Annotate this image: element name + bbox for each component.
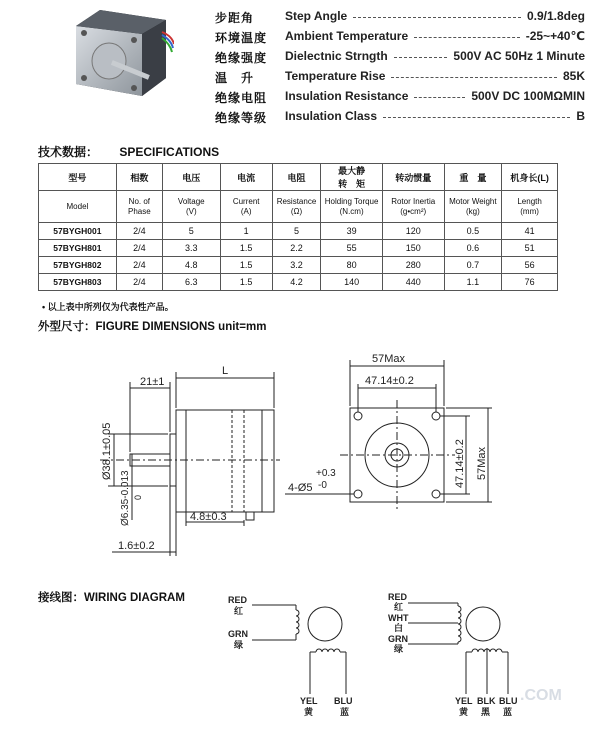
table-cell: 0.7 [444,257,502,274]
dim-4-8: 4.8±0.3 [190,511,227,523]
spec-row [215,109,585,126]
table-cell: 57BYGH801 [39,240,117,257]
left-blu-cn: 蓝 [340,707,350,717]
spec-en: Temperature Rise [285,69,386,83]
table-cell: 41 [502,223,558,240]
right-red: RED [388,592,408,602]
spec-en: Ambient Temperature [285,29,409,43]
table-cell: Current (A) [220,191,272,223]
side-view-body [176,410,274,512]
dim-6-zero: 0 [133,494,143,500]
right-wht: WHT [388,613,409,623]
table-row [39,257,558,274]
table-cell: 280 [382,257,444,274]
spec-row [215,9,585,26]
table-cell: 76 [502,274,558,291]
table-cell: 57BYGH001 [39,223,117,240]
dim-47-h: 47.14±0.2 [365,375,414,387]
table-header-row [39,191,558,223]
table-header-row [39,164,558,191]
spec-row [215,69,585,86]
right-blu: BLU [499,696,518,706]
table-cell: 140 [321,274,383,291]
table-cell: 150 [382,240,444,257]
table-cell: 重 量 [444,164,502,191]
wiring-title: 接线图：WIRING DIAGRAM [38,592,185,604]
table-cell: 型号 [39,164,117,191]
table-cell: 3.3 [162,240,220,257]
table-cell: 3.2 [272,257,321,274]
right-blk: BLK [477,696,496,706]
table-cell: Model [39,191,117,223]
table-cell: 相数 [116,164,162,191]
spec-value: 85K [562,69,585,83]
dim-holes-tol-dn: -0 [318,480,327,491]
spec-cn: 步距角 [215,11,255,25]
dim-holes: 4-Ø5 [288,482,313,494]
table-cell: Motor Weight (kg) [444,191,502,223]
right-wht-cn: 白 [394,623,404,633]
spec-value: 500V DC 100MΩMIN [471,89,585,103]
left-red: RED [228,595,248,605]
dim-57-v: 57Max [476,446,488,480]
table-cell: Resistance (Ω) [272,191,321,223]
table-cell: 5 [162,223,220,240]
table-cell: No. of Phase [116,191,162,223]
table-cell: 440 [382,274,444,291]
spec-en: Dielectnic Strngth [285,49,388,63]
watermark-text: .COM [520,687,562,704]
spec-value: -25~+40℃ [525,29,585,43]
left-red-cn: 红 [234,606,244,616]
spec-value: 0.9/1.8deg [526,9,585,23]
table-cell: 1.5 [220,240,272,257]
spec-leader [414,37,520,38]
table-cell: 电压 [162,164,220,191]
dim-38: Ø38.1±0.05 [101,422,113,480]
table-cell: 4.2 [272,274,321,291]
table-note: • 以上表中所列仅为代表性产品。 [42,302,174,312]
table-cell: 1.5 [220,274,272,291]
dims-title: 外型尺寸：FIGURE DIMENSIONS unit=mm [38,321,267,333]
spec-leader [414,97,465,98]
table-row [39,274,558,291]
table-cell: Length (mm) [502,191,558,223]
spec-en: Insulation Class [285,109,378,123]
table-cell: Rotor Inertia (g•cm²) [382,191,444,223]
table-cell: 6.3 [162,274,220,291]
dim-57-h: 57Max [372,353,406,365]
right-blu-cn: 蓝 [503,707,513,717]
right-grn-cn: 绿 [394,644,404,654]
left-blu: BLU [334,696,353,706]
table-cell: 0.5 [444,223,502,240]
left-rotor-circle [308,607,342,641]
table-row [39,223,558,240]
table-cell: 机身长(L) [502,164,558,191]
table-cell: Holding Torque (N.cm) [321,191,383,223]
spec-cn: 绝缘强度 [215,51,268,65]
table-cell: 120 [382,223,444,240]
table-cell: 电阻 [272,164,321,191]
table-cell: 2/4 [116,223,162,240]
spec-row [215,29,585,46]
table-cell: 39 [321,223,383,240]
dim-47-v: 47.14±0.2 [454,439,466,488]
left-grn: GRN [228,629,248,639]
table-cell: 4.8 [162,257,220,274]
spec-cn: 温 升 [215,71,255,85]
spec-row [215,89,585,106]
table-cell: 55 [321,240,383,257]
spec-title-en: SPECIFICATIONS [119,145,220,159]
table-cell: 电流 [220,164,272,191]
spec-value: B [576,109,585,123]
spec-value: 500V AC 50Hz 1 Minute [453,49,585,63]
wiring-diagrams [0,586,600,732]
dim-21: 21±1 [140,376,165,388]
spec-cn: 环境温度 [215,31,268,45]
spec-title-cn: 技术数据： [38,145,99,159]
table-cell: 57BYGH803 [39,274,117,291]
spec-leader [383,117,570,118]
table-cell: 最大静 转 矩 [321,164,383,191]
table-row [39,240,558,257]
spec-row [215,49,585,66]
table-cell: 0.6 [444,240,502,257]
table-cell: Voltage (V) [162,191,220,223]
table-cell: 1.5 [220,257,272,274]
right-red-cn: 红 [394,602,404,612]
right-yel: YEL [455,696,473,706]
table-cell: 51 [502,240,558,257]
spec-cn: 绝缘电阻 [215,91,268,105]
spec-leader [394,57,447,58]
dimension-drawing [0,330,600,570]
left-yel-cn: 黄 [304,707,314,717]
left-yel: YEL [300,696,318,706]
dim-6: Ø6.35-0.013 [120,470,131,526]
spec-en: Step Angle [285,9,348,23]
spec-leader [353,17,521,18]
spec-leader [391,77,557,78]
spec-table [38,163,558,291]
right-yel-cn: 黄 [459,707,469,717]
dim-L: L [222,365,229,377]
spec-cn: 绝缘等级 [215,111,268,125]
motor-photo [62,4,174,112]
table-cell: 2/4 [116,240,162,257]
table-cell: 5 [272,223,321,240]
right-grn: GRN [388,634,408,644]
right-rotor-circle [466,607,500,641]
spec-en: Insulation Resistance [285,89,409,103]
table-cell: 80 [321,257,383,274]
right-blk-cn: 黑 [481,707,491,717]
table-cell: 2.2 [272,240,321,257]
left-grn-cn: 绿 [234,640,244,650]
table-cell: 57BYGH802 [39,257,117,274]
table-cell: 1 [220,223,272,240]
table-cell: 转动惯量 [382,164,444,191]
table-cell: 1.1 [444,274,502,291]
table-cell: 56 [502,257,558,274]
table-cell: 2/4 [116,274,162,291]
spec-title [38,143,219,160]
table-cell: 2/4 [116,257,162,274]
dim-1-6: 1.6±0.2 [118,540,155,552]
dim-holes-tol-up: +0.3 [316,468,336,479]
